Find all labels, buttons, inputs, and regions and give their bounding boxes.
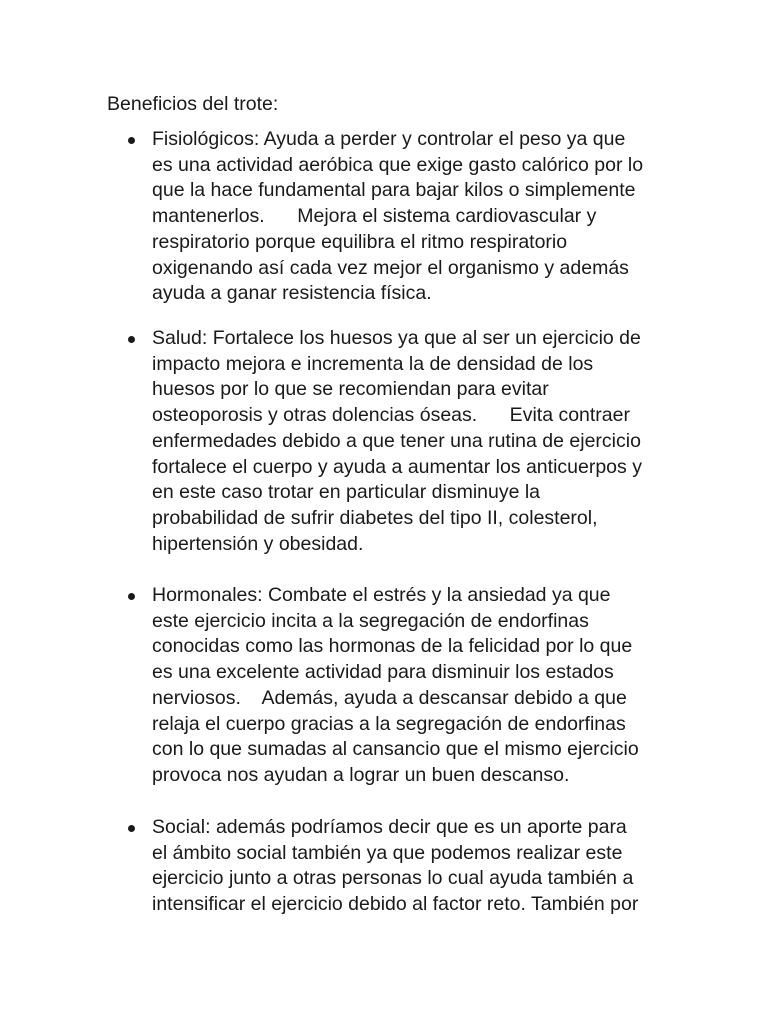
text-line: intensificar el ejercicio debido al factor reto. También por — [152, 893, 639, 916]
text-line: es una excelente actividad para disminuir los estados — [152, 661, 614, 684]
text-line: respiratorio porque equilibra el ritmo respiratorio — [152, 230, 568, 253]
bullet-icon — [128, 137, 135, 144]
text-line: Salud: Fortalece los huesos ya que al ser un ejercicio de — [152, 327, 641, 349]
text-line: es una actividad aeróbica que exige gasto calórico por lo — [152, 153, 644, 176]
text-line: impacto mejora e incrementa la de densidad de los — [152, 352, 594, 375]
list-item-text — [152, 127, 643, 307]
text-line: ejercicio junto a otras personas lo cual ayuda también a — [152, 867, 634, 890]
bullet-icon — [128, 593, 135, 600]
text-line: ayuda a ganar resistencia física. — [152, 282, 432, 305]
text-line: con lo que sumadas al cansancio que el mismo ejercicio — [152, 738, 639, 761]
text-line: Hormonales: Combate el estrés y la ansiedad ya que — [152, 584, 611, 606]
text-line: este ejercicio incita a la segregación de endorfinas — [152, 609, 589, 632]
text-line: conocidas como las hormonas de la felicidad por lo que — [152, 635, 633, 658]
list-item-text — [152, 815, 638, 918]
text-line: huesos por lo que se recomiendan para evitar — [152, 378, 549, 401]
document-heading: Beneficios del trote: — [107, 93, 279, 115]
text-line: relaja el cuerpo gracias a la segregación de endorfinas — [152, 712, 626, 735]
list-item-text — [152, 326, 642, 557]
text-line: provoca nos ayudan a lograr un buen descanso. — [152, 763, 570, 786]
bullet-icon — [128, 336, 135, 343]
text-line: que la hace fundamental para bajar kilos o simplemente — [152, 179, 636, 202]
text-line: mantenerlos. Mejora el sistema cardiovascular y — [152, 205, 597, 228]
text-line: en este caso trotar en particular disminuye la — [152, 481, 541, 504]
text-line: fortalece el cuerpo y ayuda a aumentar los anticuerpos y — [152, 455, 642, 478]
text-line: el ámbito social también ya que podemos realizar este — [152, 841, 623, 864]
text-line: enfermedades debido a que tener una rutina de ejercicio — [152, 429, 641, 452]
text-line: osteoporosis y otras dolencias óseas. Evita contraer — [152, 404, 630, 427]
text-line: probabilidad de sufrir diabetes del tipo II, colesterol, — [152, 506, 598, 529]
text-line: Fisiológicos: Ayuda a perder y controlar el peso ya que — [152, 128, 626, 150]
text-line: oxigenando así cada vez mejor el organismo y además — [152, 256, 629, 279]
list-item-text — [152, 583, 639, 789]
bullet-icon — [128, 825, 135, 832]
text-line: nerviosos. Además, ayuda a descansar debido a que — [152, 686, 627, 709]
text-line: hipertensión y obesidad. — [152, 532, 364, 555]
text-line: Social: además podríamos decir que es un aporte para — [152, 816, 627, 838]
